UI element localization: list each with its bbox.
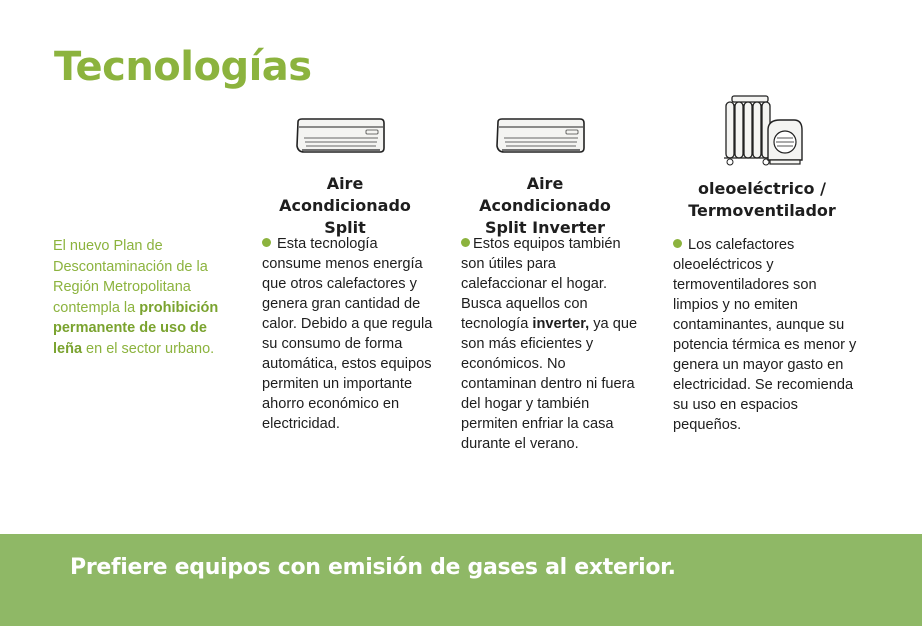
description-text-end: ya que son más eficientes y económicos. No contaminan dentro ni fuera del hogar y también permiten enfriar la casa durante el verano. [461, 316, 638, 452]
technology-oil-heater-description [673, 235, 857, 435]
air-conditioner-icon [494, 118, 586, 154]
description-text: Los calefactores oleoeléctricos y termoventiladores son limpios y no emiten contaminantes, aunque su potencia térmica es menor y genera un mayor gasto en electricidad. Se recomienda su uso en espacios pequeños. [673, 237, 857, 433]
bullet-icon [673, 239, 682, 248]
bullet-icon [461, 238, 470, 247]
tip-banner [0, 534, 922, 626]
technology-split-inverter-description [461, 234, 639, 454]
intro-text-bold: prohibición permanente de uso de leña [53, 299, 219, 357]
technology-split-inverter-heading [460, 173, 630, 239]
description-bold: inverter, [532, 316, 590, 332]
description-text: Esta tecnología consume menos energía que otros calefactores y genera gran cantidad de calor. Debido a que regula su consumo de forma automática, estos equipos permiten un importante ahorro económico en electricidad. [262, 236, 433, 432]
page-title: Tecnologías [54, 44, 312, 90]
heading-line-1: Aire Acondicionado [479, 174, 611, 215]
technology-split-heading [260, 173, 430, 239]
technology-oil-heater-heading [672, 178, 852, 222]
heading-line-2: Termoventilador [688, 201, 836, 220]
heading-line-1: Aire Acondicionado [279, 174, 411, 215]
intro-text-end: en el sector urbano. [82, 340, 215, 357]
tip-banner-text: Prefiere equipos con emisión de gases al exterior. [70, 555, 676, 580]
bullet-icon [262, 238, 271, 247]
oil-heater-fan-icon [722, 94, 806, 168]
heading-line-2: Split Inverter [484, 218, 606, 237]
technology-split-description [262, 234, 434, 434]
intro-text [53, 236, 235, 359]
heading-line-1: oleoeléctrico / [698, 179, 826, 198]
air-conditioner-icon [294, 118, 386, 154]
heading-line-2: Split [324, 218, 366, 237]
description-text: Estos equipos también son útiles para calefaccionar el hogar. Busca aquellos con tecnología [461, 236, 621, 332]
intro-text-start: El nuevo Plan de Descontaminación de la Región Metropolitana contempla la [53, 238, 208, 316]
